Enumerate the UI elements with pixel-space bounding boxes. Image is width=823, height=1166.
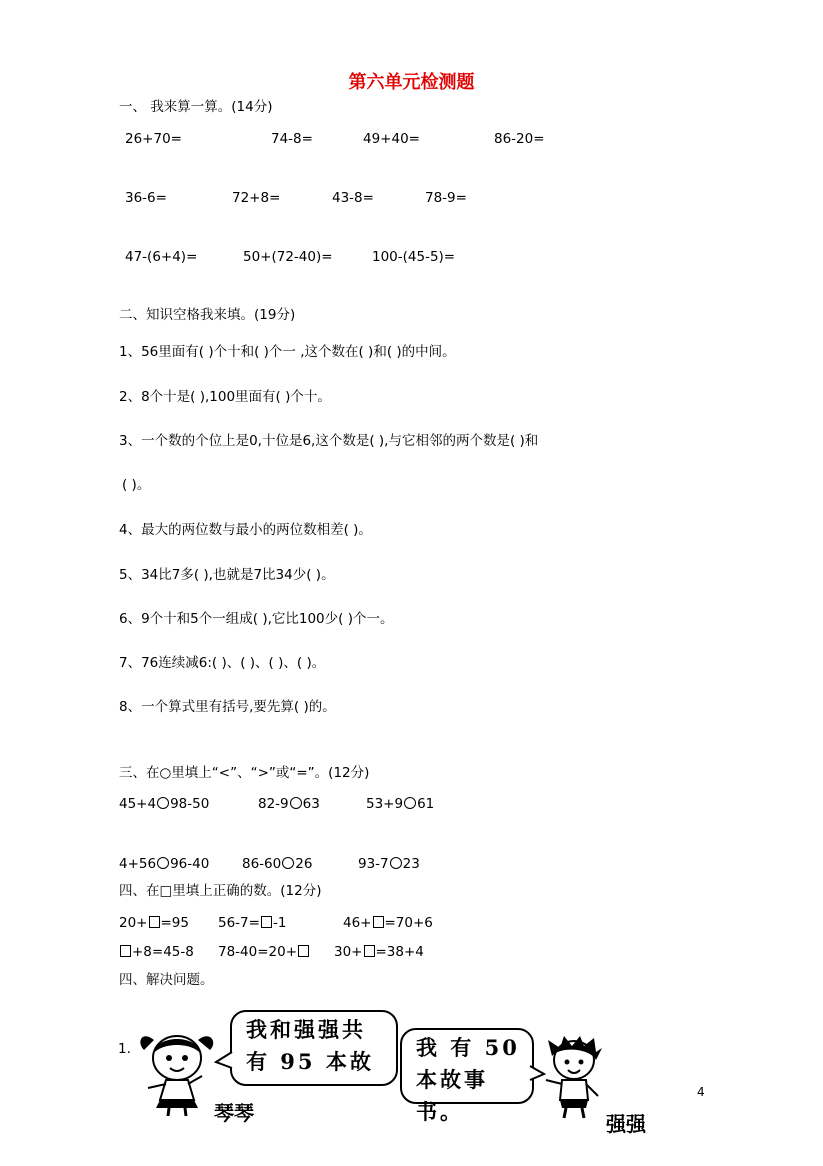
section-1-heading: 一、 我来算一算。(14分) xyxy=(119,99,273,115)
section-4-heading: 四、在□里填上正确的数。(12分) xyxy=(119,883,322,899)
section-5-heading: 四、解决问题。 xyxy=(119,972,214,988)
compare-item: 45+4 98-50 xyxy=(119,796,210,812)
compare-item: 86-60 26 xyxy=(242,856,313,872)
calc-item: 100-(45-5)= xyxy=(372,249,456,265)
calc-item: 86-20= xyxy=(494,131,545,147)
girl-name: 琴琴 xyxy=(214,1101,254,1125)
speech-bubble-tail xyxy=(214,1050,234,1072)
calc-item: 49+40= xyxy=(363,131,420,147)
calc-item: 72+8= xyxy=(232,190,281,206)
boy-illustration xyxy=(538,1036,612,1122)
calc-item: 78-9= xyxy=(425,190,467,206)
circle-blank-icon xyxy=(404,797,416,809)
section-3-heading: 三、在○里填上“<”、“>”或“=”。(12分) xyxy=(119,765,370,781)
box-item: 78-40=20+ xyxy=(218,944,310,960)
calc-item: 50+(72-40)= xyxy=(243,249,333,265)
fill-item: 7、76连续减6:( )、( )、( )、( )。 xyxy=(119,655,326,671)
girl-illustration xyxy=(136,1028,226,1120)
fill-item: 8、一个算式里有括号,要先算( )的。 xyxy=(119,699,336,715)
speech-bubble-right: 我 有 50 本故事书。 xyxy=(400,1028,534,1104)
fill-item: ( )。 xyxy=(122,477,151,493)
section-2-heading: 二、知识空格我来填。(19分) xyxy=(119,307,296,323)
compare-item: 4+56 96-40 xyxy=(119,856,210,872)
fill-item: 4、最大的两位数与最小的两位数相差( )。 xyxy=(119,522,372,538)
circle-blank-icon xyxy=(157,797,169,809)
box-item: 30+ =38+4 xyxy=(334,944,424,960)
page-number: 4 xyxy=(697,1085,705,1099)
page-title: 第六单元检测题 xyxy=(348,72,475,93)
box-item: 46+ =70+6 xyxy=(343,915,433,931)
circle-blank-icon xyxy=(390,857,402,869)
fill-item: 6、9个十和5个一组成( ),它比100少( )个一。 xyxy=(119,611,394,627)
square-blank-icon xyxy=(261,916,272,928)
circle-blank-icon xyxy=(157,857,169,869)
circle-blank-icon xyxy=(282,857,294,869)
fill-item: 2、8个十是( ),100里面有( )个十。 xyxy=(119,389,331,405)
circle-blank-icon xyxy=(290,797,302,809)
boy-name: 强强 xyxy=(606,1112,646,1136)
square-blank-icon xyxy=(364,945,375,957)
box-item: +8=45-8 xyxy=(119,944,194,960)
calc-item: 43-8= xyxy=(332,190,374,206)
square-blank-icon xyxy=(298,945,309,957)
compare-item: 82-9 63 xyxy=(258,796,320,812)
fill-item: 5、34比7多( ),也就是7比34少( )。 xyxy=(119,567,335,583)
compare-item: 93-7 23 xyxy=(358,856,420,872)
compare-item: 53+9 61 xyxy=(366,796,435,812)
box-item: 56-7= -1 xyxy=(218,915,287,931)
box-item: 20+ =95 xyxy=(119,915,189,931)
calc-item: 74-8= xyxy=(271,131,313,147)
speech-bubble-left: 我和强强共 有 95 本故 xyxy=(230,1010,398,1086)
square-blank-icon xyxy=(120,945,131,957)
fill-item: 1、56里面有( )个十和( )个一 ,这个数在( )和( )的中间。 xyxy=(119,344,456,360)
square-blank-icon xyxy=(373,916,384,928)
square-blank-icon xyxy=(149,916,160,928)
calc-item: 36-6= xyxy=(125,190,167,206)
problem-number: 1. xyxy=(118,1041,131,1057)
calc-item: 26+70= xyxy=(125,131,182,147)
fill-item: 3、一个数的个位上是0,十位是6,这个数是( ),与它相邻的两个数是( )和 xyxy=(119,433,539,449)
calc-item: 47-(6+4)= xyxy=(125,249,198,265)
